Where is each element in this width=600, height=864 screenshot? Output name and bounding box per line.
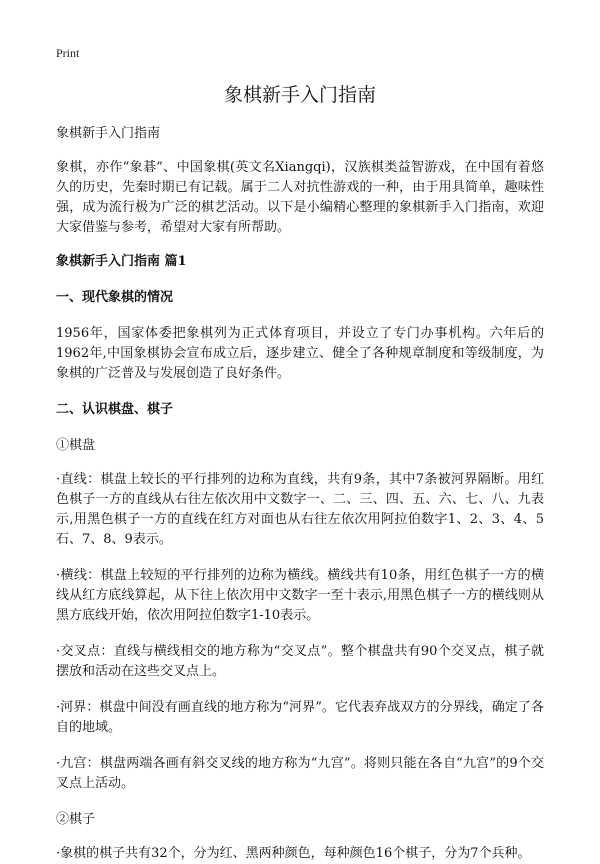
pieces-paragraph: ·象棋的棋子共有32个，分为红、黑两种颜色，每种颜色16个棋子，分为7个兵种。 bbox=[56, 846, 531, 861]
section-heading-2: 二、认识棋盘、棋子 bbox=[56, 402, 174, 417]
board-item-straight-lines: ·直线：棋盘上较长的平行排列的边称为直线，共有9条，其中7条被河界隔断。用红色棋子一方的直线从右往左依次用中文数字一、二、三、四、五、六、七、八、九表示,用黑色棋子一方的直线在红方对面也从右往左依次用阿拉伯数字1、2、3、4、5石、7、8、9表示。 bbox=[56, 472, 544, 547]
board-item-horizontal-lines: ·横线：棋盘上较短的平行排列的边称为横线。横线共有10条，用红色棋子一方的横线从红方底线算起，从下往上依次用中文数字一至十表示,用黑色棋子一方的横线则从黑方底线开始，依次用阿拉伯数字1-10表示。 bbox=[56, 568, 544, 623]
pieces-heading: ②棋子 bbox=[56, 812, 96, 827]
article-heading: 象棋新手入门指南 篇1 bbox=[56, 254, 187, 269]
document-subtitle: 象棋新手入门指南 bbox=[56, 126, 161, 141]
print-link[interactable]: Print bbox=[56, 46, 80, 60]
board-heading: ①棋盘 bbox=[56, 438, 96, 453]
document-body bbox=[56, 124, 544, 864]
board-item-intersections: ·交叉点：直线与横线相交的地方称为“交叉点”。整个棋盘共有90个交叉点，棋子就摆放和活动在这些交叉点上。 bbox=[56, 644, 544, 679]
section-paragraph-1: 1956年，国家体委把象棋列为正式体育项目，并设立了专门办事机构。六年后的1962年,中国象棋协会宣布成立后，逐步建立、健全了各种规章制度和等级制度，为象棋的广泛普及与发展创造了良好条件。 bbox=[56, 326, 544, 381]
board-item-palace: ·九宫：棋盘两端各画有斜交叉线的地方称为“九宫”。将则只能在各自“九宫”的9个交叉点上活动。 bbox=[56, 756, 544, 791]
document-title: 象棋新手入门指南 bbox=[223, 84, 376, 106]
board-item-river: ·河界：棋盘中间没有画直线的地方称为“河界”。它代表弃战双方的分界线，确定了各自的地域。 bbox=[56, 700, 544, 735]
section-heading-1: 一、现代象棋的情况 bbox=[56, 290, 174, 305]
intro-paragraph: 象棋，亦作“象碁”、中国象棋(英文名Xiangqi)，汉族棋类益智游戏，在中国有着悠久的历史，先秦时期已有记载。属于二人对抗性游戏的一种，由于用具简单，趣味性强，成为流行极为广泛的棋艺活动。以下是小编精心整理的象棋新手入门指南，欢迎大家借鉴与参考，希望对大家有所帮助。 bbox=[56, 160, 544, 235]
